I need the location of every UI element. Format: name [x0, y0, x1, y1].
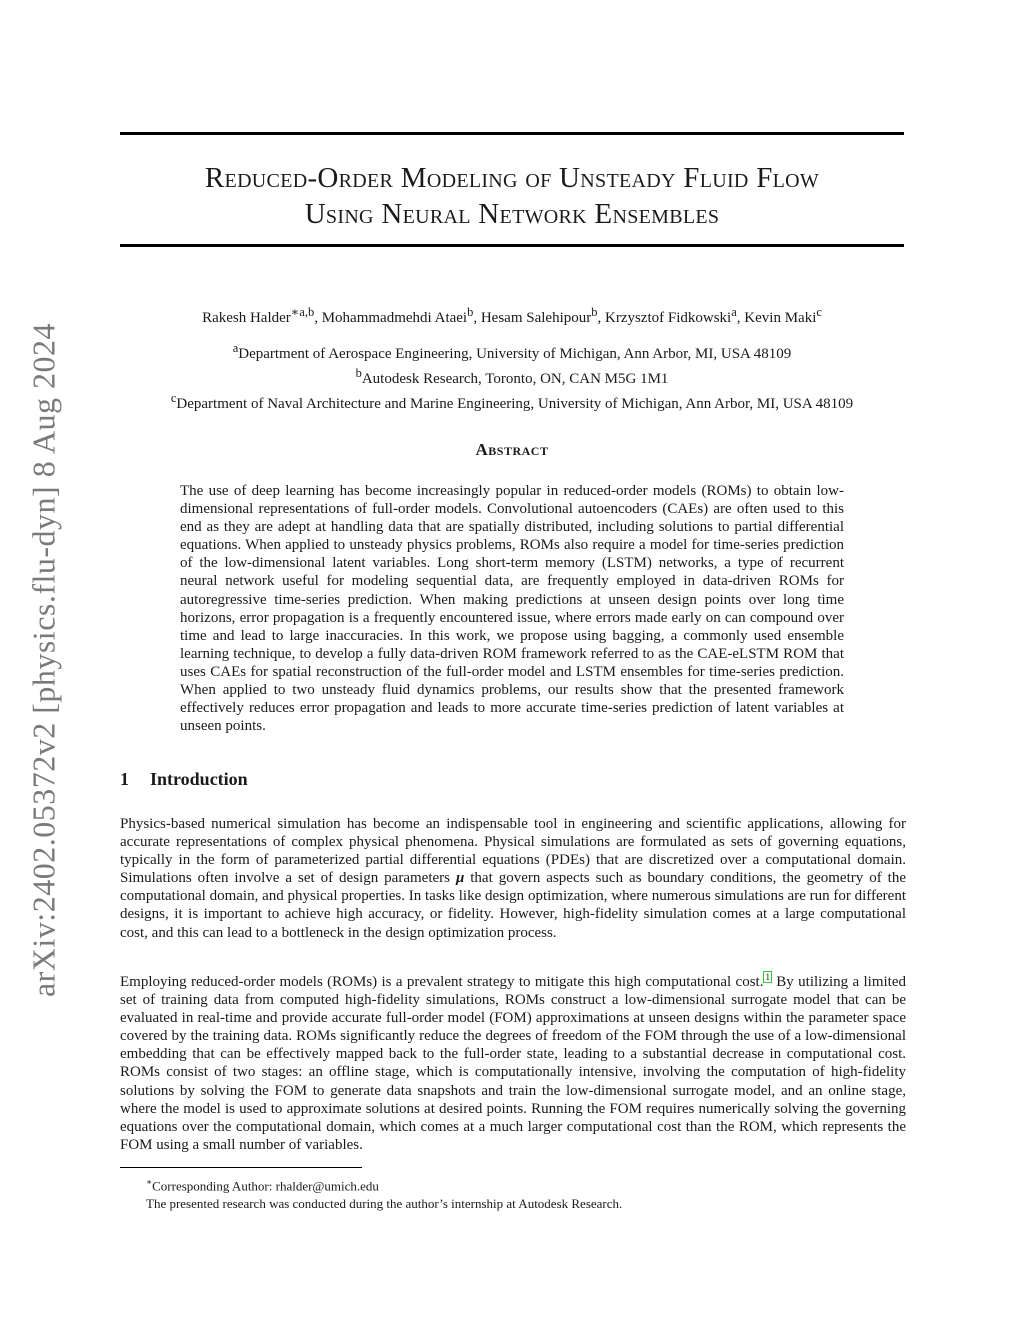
author-name: Kevin Maki [744, 310, 817, 326]
author-name: Mohammadmehdi Ataei [321, 310, 468, 326]
author-affil-sup: ∗a,b [290, 305, 315, 319]
affiliation-list [100, 339, 924, 414]
affiliation-line: $^c$Department of Naval Architecture and Marine Engineering, University of Michigan, Ann Arbor, MI, USA 48109 [170, 391, 854, 412]
section-title: Introduction [150, 769, 248, 789]
footnotes [146, 1173, 622, 1213]
design-parameter-symbol: μ [455, 870, 465, 887]
footnote-rule [120, 1167, 362, 1168]
abstract-heading: Abstract [475, 440, 549, 459]
footnote-internship-note: The presented research was conducted during the author’s internship at Autodesk Research. [146, 1196, 623, 1212]
author-affil-sup: b [467, 305, 474, 319]
author-name: Rakesh Halder [202, 310, 291, 326]
intro-paragraph-1: Physics-based numerical simulation has become an indispensable tool in engineering and scientific applications, allowing for accurate representations of complex physical phenomena. Physical simulations are formulated as sets of governing equations, typically in the form of parameterized partial differential equations (PDEs) that are discretized over a computational domain. Simulations often involve a set of design parameters μ that govern aspects such as boundary conditions, the geometry of the computational domain, and physical properties. In tasks like design optimization, where numerous simulations are run for different designs, it is important to achieve high accuracy, or fidelity. However, high-fidelity simulation comes at a large computational cost, and this can lead to a bottleneck in the design optimization process. [120, 816, 906, 941]
citation-link[interactable]: 1 [765, 972, 770, 982]
arxiv-sidebar-stamp: arXiv:2402.05372v2 [physics.flu-dyn] 8 Aug 2024 [25, 322, 62, 998]
paper-title-line-1: Reduced-Order Modeling of Unsteady Fluid Flow [204, 162, 820, 194]
author-affil-sup: a [731, 305, 737, 319]
affiliation-line: $^a$Department of Aerospace Engineering, University of Michigan, Ann Arbor, MI, USA 48109 [232, 341, 792, 362]
affiliation-line: $^b$Autodesk Research, Toronto, ON, CAN M5G 1M1 [355, 366, 669, 387]
section-number: 1 [120, 769, 129, 789]
paper-title-line-2: Using Neural Network Ensembles [304, 198, 720, 230]
title-top-rule [120, 132, 904, 135]
author-affil-sup: c [816, 305, 822, 319]
section-heading-introduction [120, 769, 248, 790]
paper-title [120, 160, 904, 232]
footnote-corresponding-author: ∗Corresponding Author: rhalder@umich.edu [146, 1177, 379, 1194]
author-list: Rakesh Halder$^{∗a,b}$, Mohammadmehdi Ataei$^b$, Hesam Salehipour$^b$, Krzysztof Fidkowski$^a$, Kevin Maki$^c$ [202, 305, 822, 326]
title-bottom-rule [120, 244, 904, 247]
author-name: Krzysztof Fidkowski [604, 310, 732, 326]
abstract-body: The use of deep learning has become increasingly popular in reduced-order models (ROMs) to obtain low-dimensional representations of full-order models. Convolutional autoencoders (CAEs) are often used to this end as they are adept at handling data that are spatially distributed, including solutions to partial differential equations. When applied to unsteady physics problems, ROMs also require a model for time-series prediction of the low-dimensional latent variables. Long short-term memory (LSTM) networks, a type of recurrent neural network useful for modeling sequential data, are frequently employed in data-driven ROMs for autoregressive time-series prediction. When making predictions at unseen design points over long time horizons, error propagation is a frequently encountered issue, where errors made early on can compound over time and lead to large inaccuracies. In this work, we propose using bagging, a commonly used ensemble learning technique, to develop a fully data-driven ROM framework referred to as the CAE-eLSTM ROM that uses CAEs for spatial reconstruction of the full-order model and LSTM ensembles for time-series prediction. When applied to two unsteady fluid dynamics problems, our results show that the presented framework effectively reduces error propagation and leads to more accurate time-series prediction of latent variables at unseen points. [180, 483, 844, 735]
author-affil-sup: b [591, 305, 598, 319]
author-name: Hesam Salehipour [480, 310, 592, 326]
intro-paragraph-2: Employing reduced-order models (ROMs) is a prevalent strategy to mitigate this high computational cost. $^1$ By utilizing a limited set of training data from computed high-fidelity simulations, ROMs construct a low-dimensional surrogate model that can be evaluated in real-time and provide accurate full-order model (FOM) approximations at unseen designs within the parameter space covered by the training data. ROMs significantly reduce the degrees of freedom of the FOM through the use of a low-dimensional embedding that can be effectively mapped back to the full-order state, leading to a substantial decrease in computational cost. ROMs consist of two stages: an offline stage, which is computationally intensive, involving the computation of high-fidelity solutions by solving the FOM to generate data snapshots and train the low-dimensional surrogate model, and an online stage, where the model is used to approximate solutions at desired points. Running the FOM requires numerically solving the governing equations over the computational domain, which comes at a much larger computational cost than the ROM, which represents the FOM using a small number of variables. [120, 972, 906, 1153]
